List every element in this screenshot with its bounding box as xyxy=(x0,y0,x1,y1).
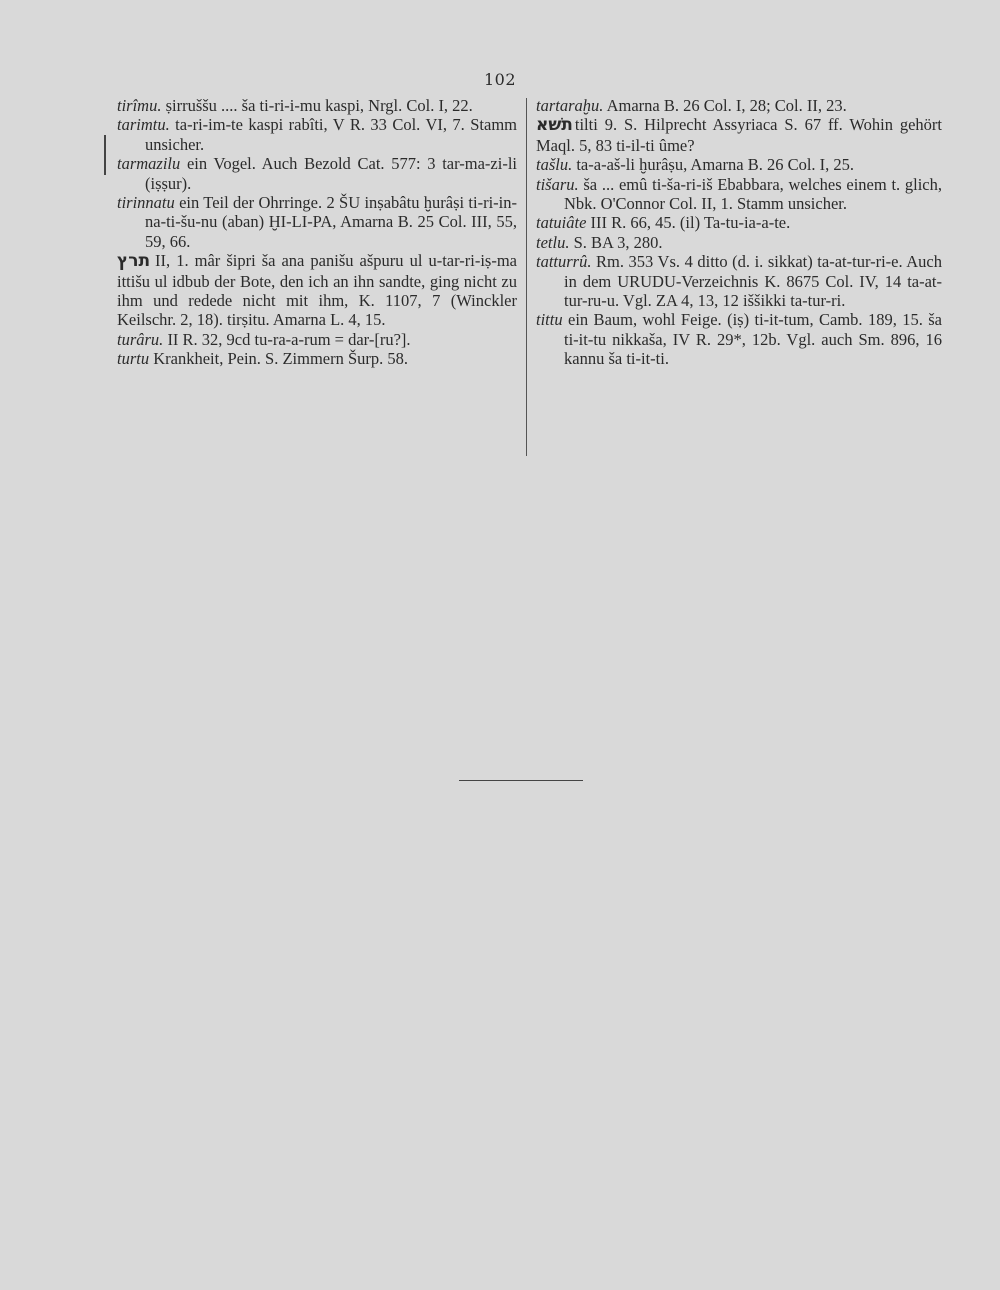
right-column xyxy=(536,96,942,369)
entry-turaru xyxy=(117,330,517,349)
lemma: tatuiâte xyxy=(536,213,587,233)
entry-text: ta-ri-im-te kaspi rabîti, V R. 33 Col. VI, 7. Stamm unsicher. xyxy=(145,115,518,154)
entry-turtu xyxy=(117,349,517,368)
entry-text: ṣirruššu .... ša ti-ri-i-mu kaspi, Nrgl. Col. I, 22. xyxy=(165,96,473,115)
entry-hebrew-root xyxy=(536,115,942,155)
entry-tartarahu xyxy=(536,96,942,115)
entry-taslu xyxy=(536,155,942,174)
entry-text: ein Teil der Ohrringe. 2 ŠU inṣabâtu ḫurâṣi ti-ri-in-na-ti-šu-nu (aban) ḪI-LI-PA, Amarna B. 25 Col. III, 55, 59, 66. xyxy=(145,193,518,251)
margin-mark xyxy=(104,135,106,175)
entry-tisaru xyxy=(536,175,942,214)
entry-text: Amarna B. 26 Col. I, 28; Col. II, 23. xyxy=(606,96,847,115)
entry-text: III R. 66, 45. (il) Ta-tu-ia-a-te. xyxy=(590,213,791,233)
entry-tirinnatu xyxy=(117,193,517,251)
entry-text: tilti 9. S. Hilprecht Assyriaca S. 67 ff. Wohin gehört Maql. 5, 83 ti-il-ti ûme? xyxy=(536,115,942,155)
entry-tarimtu xyxy=(117,115,517,154)
entry-text: ein Vogel. Auch Bezold Cat. 577: 3 tar-ma-zi-li (iṣṣur). xyxy=(145,154,517,193)
lemma: turâru. xyxy=(117,329,164,349)
entry-text: ša ... emû ti-ša-ri-iš Ebabbara, welches einem t. glich, Nbk. O'Connor Col. II, 1. Stamm unsicher. xyxy=(564,174,943,214)
column-divider xyxy=(526,98,527,456)
entry-tittu xyxy=(536,310,942,368)
lemma: tatturrû. xyxy=(536,252,592,272)
entry-hebrew-root xyxy=(117,251,517,330)
entry-text: S. BA 3, 280. xyxy=(573,232,663,252)
hebrew-root-label: תשׁא xyxy=(536,115,573,136)
entry-tirimu xyxy=(117,96,517,115)
lemma: tašlu. xyxy=(536,155,573,175)
hebrew-root-label: תרץ xyxy=(117,251,151,272)
entry-text: ta-a-aš-li ḫurâṣu, Amarna B. 26 Col. I, 25. xyxy=(576,155,855,175)
end-rule xyxy=(459,780,583,781)
left-column xyxy=(117,96,517,369)
page-number: 102 xyxy=(483,70,517,89)
entry-text: Rm. 353 Vs. 4 ditto (d. i. sikkat) ta-at-tur-ri-e. Auch in dem URUDU-Verzeichnis K. 8675 Col. IV, 14 ta-at-tur-ru-u. Vgl. ZA 4, 13, 12 iššikki ta-tur-ri. xyxy=(564,252,942,311)
entry-tetlu xyxy=(536,233,942,252)
lemma: tirinnatu xyxy=(117,193,175,213)
entry-text: II R. 32, 9cd tu-ra-a-rum = dar-[ru?]. xyxy=(167,329,411,349)
lemma: tarmazilu xyxy=(117,154,181,174)
entry-tarmazilu xyxy=(117,154,517,193)
lemma: tetlu. xyxy=(536,232,570,252)
lemma: tarimtu. xyxy=(117,115,170,135)
lemma: tirîmu. xyxy=(117,96,162,115)
lemma: tišaru. xyxy=(536,174,579,194)
lemma: tittu xyxy=(536,310,563,330)
entry-text: Krankheit, Pein. S. Zimmern Šurp. 58. xyxy=(153,349,409,369)
entry-tatuiate xyxy=(536,213,942,232)
lemma: tartaraḫu. xyxy=(536,96,604,115)
entry-tatturru xyxy=(536,252,942,310)
entry-text: ein Baum, wohl Feige. (iṣ) ti-it-tum, Camb. 189, 15. ša ti-it-tu nikkaša, IV R. 29*, 12b. Vgl. auch Sm. 896, 16 kannu ša ti-it-ti. xyxy=(564,310,942,369)
lemma: turtu xyxy=(117,349,150,369)
entry-text: II, 1. mâr šipri ša ana panišu ašpuru ul u-tar-ri-iṣ-ma ittišu ul idbub der Bote, den ich an ihn sandte, ging nicht zu ihm und redede nicht mit ihm, K. 1107, 7 (Winckler Keilschr. 2, 18). tirṣitu. Amarna L. 4, 15. xyxy=(117,251,518,330)
